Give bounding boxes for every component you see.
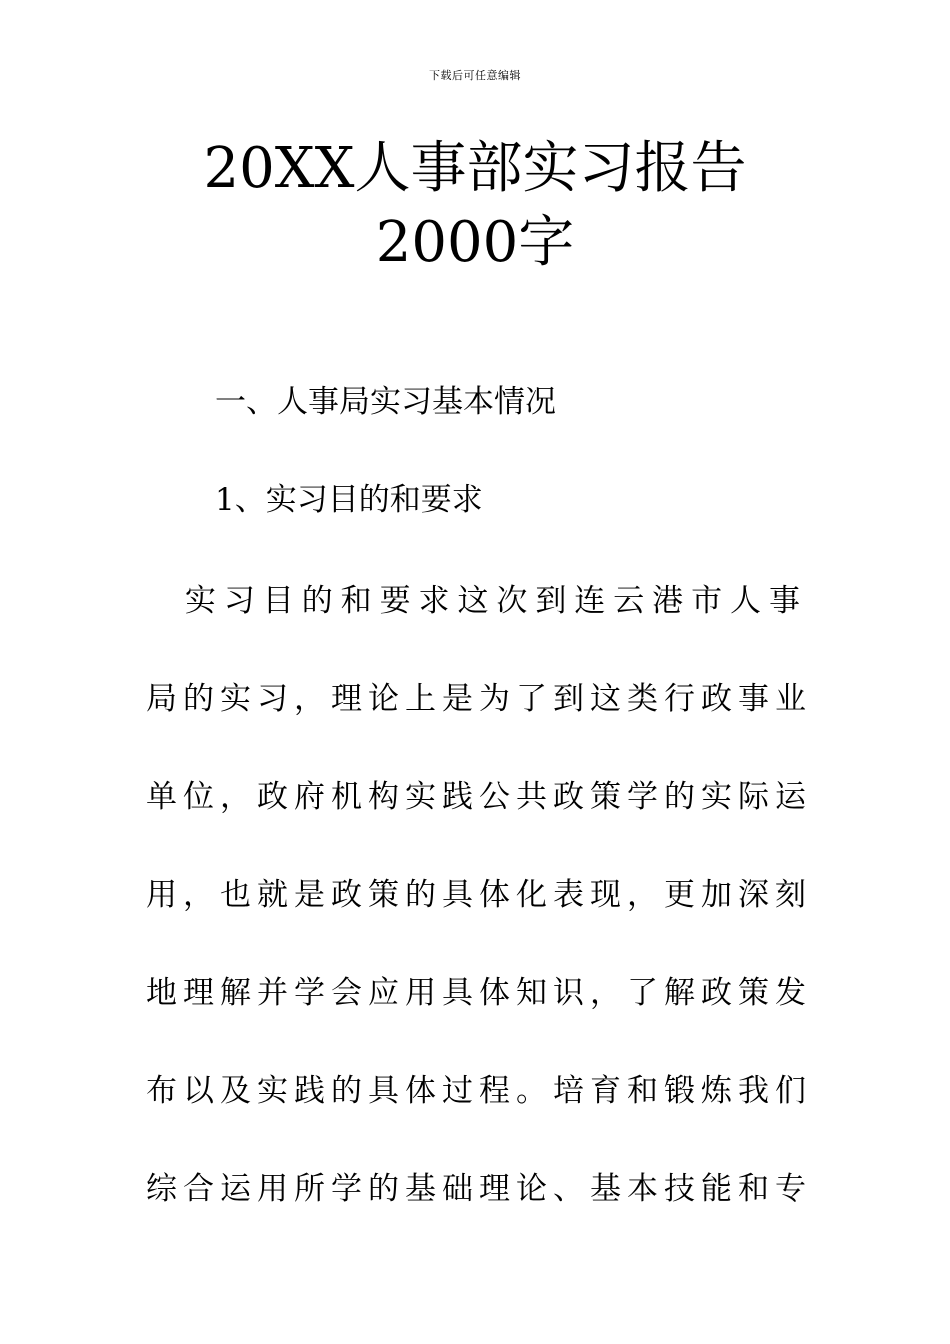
body-line: 地理解并学会应用具体知识，了解政策发 [146,975,812,1011]
body-line: 综合运用所学的基础理论、基本技能和专 [146,1171,812,1207]
body-line: 实习目的和要求这次到连云港市人事 [146,583,806,619]
document-title: 20XX人事部实习报告2000字 [203,136,747,275]
body-line: 布以及实践的具体过程。培育和锻炼我们 [146,1073,812,1109]
page-header: 下载后可任意编辑 [429,69,521,82]
body-line: 用，也就是政策的具体化表现，更加深刻 [146,877,812,913]
body-line: 局的实习，理论上是为了到这类行政事业 [146,681,812,717]
body-line: 单位，政府机构实践公共政策学的实际运 [146,779,812,815]
subsection-heading: 1、实习目的和要求 [215,482,483,518]
body-paragraph [146,575,812,1261]
section-heading: 一、人事局实习基本情况 [215,384,556,420]
